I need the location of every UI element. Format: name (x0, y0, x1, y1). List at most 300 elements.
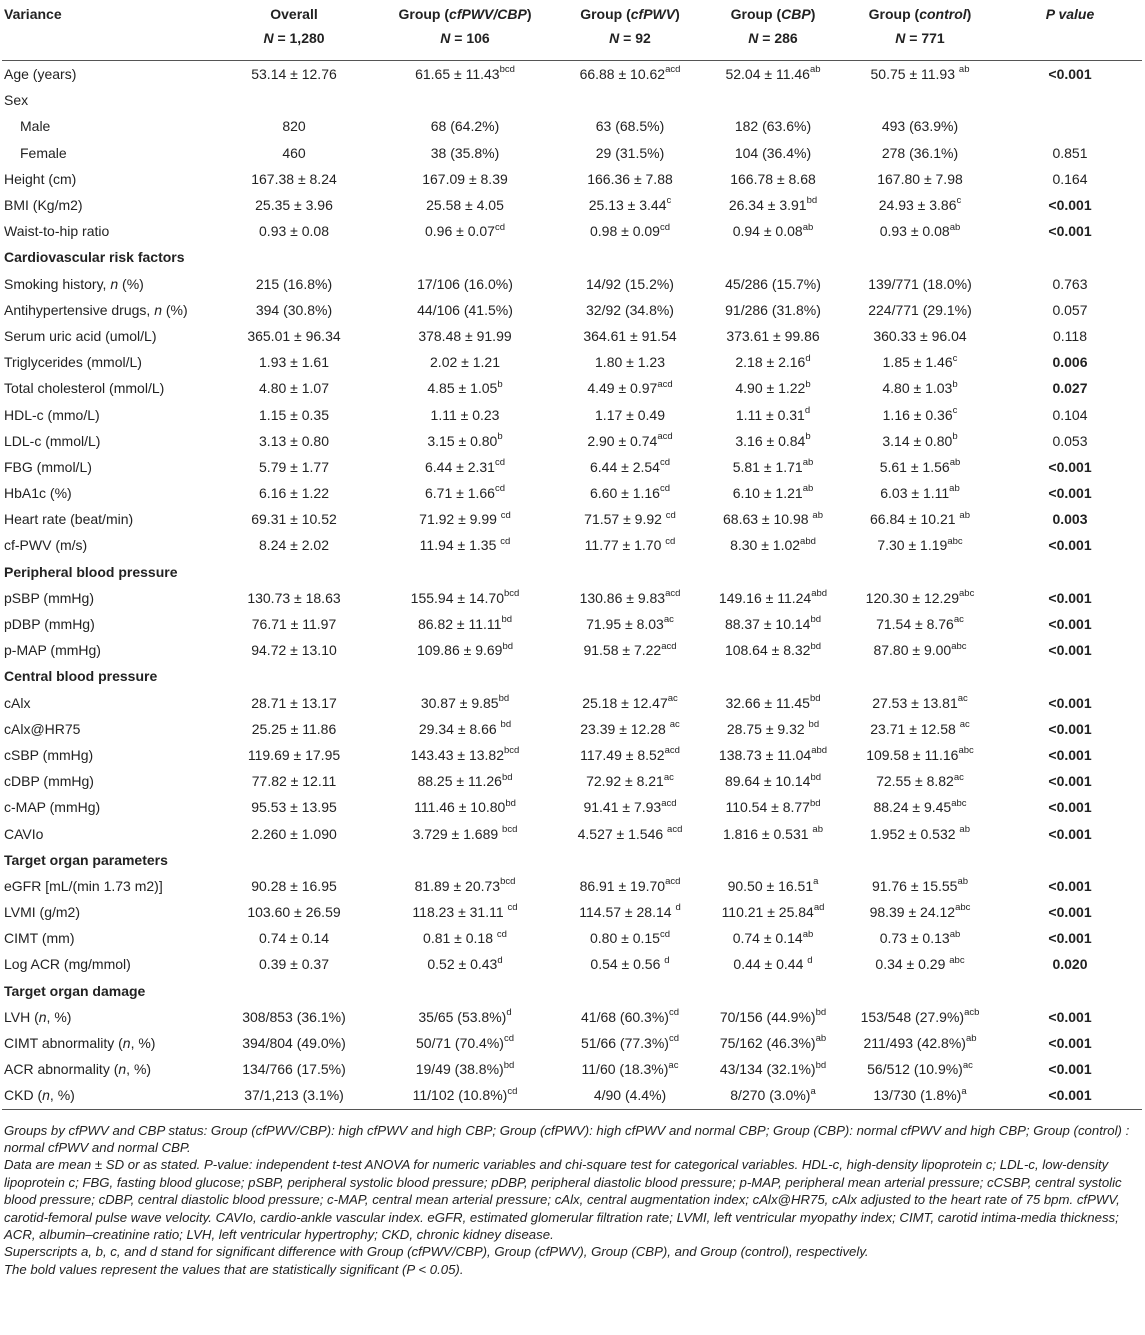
significance-superscript: abc (949, 954, 965, 966)
table-cell: 52.04 ± 11.46$^{ab}$ (704, 61, 842, 88)
table-cell: 72.55 ± 8.82$^{ac}$ (876, 771, 964, 790)
p-value-cell: 0.020 (1052, 956, 1088, 973)
section-heading: Cardiovascular risk factors (4, 249, 185, 266)
table-row (2, 61, 1142, 88)
table-cell: 6.10 ± 1.21$^{ab}$ (732, 483, 814, 502)
footnote-bold: The bold values represent the values that are statistically significant (P < 0.05). (4, 1261, 464, 1277)
p-value-cell: 0.006 (1052, 354, 1088, 371)
table-cell: 0.81 ± 0.18 $^{cd}$ (423, 928, 507, 947)
p-value-cell: <0.001 (1048, 616, 1092, 633)
table-cell: 72.92 ± 8.21$^{ac}$ (586, 771, 674, 790)
header-n-group-cbp: N = 286 (748, 30, 798, 46)
row-label: Female (20, 144, 67, 161)
table-cell: 130.86 ± 9.83$^{acd}$ (579, 588, 681, 606)
p-value-cell: <0.001 (1048, 825, 1092, 842)
table-cell: 0.39 ± 0.37 (259, 956, 329, 973)
table-cell: 1.16 ± 0.36$^c$ (882, 404, 958, 423)
p-value-cell: 0.053 (1052, 432, 1088, 449)
significance-superscript: ad (813, 902, 825, 914)
table-row (2, 820, 1142, 846)
footnote-superscripts: Superscripts a, b, c, and d stand for significant difference with Group (cfPWV/CBP), Group (cfPWV), Group (CBP), and Group (control), respectively. (4, 1244, 869, 1260)
table-cell: 0.52 ± 0.43$^d$ (427, 954, 503, 973)
row-label: Antihypertensive drugs, n (%) (4, 301, 188, 318)
table-cell: 69.31 ± 10.52 (251, 511, 337, 528)
table-cell: 1.93 ± 1.61 (259, 354, 329, 371)
table-row (2, 690, 1142, 716)
significance-superscript: ab (815, 1033, 827, 1045)
table-cell: 1.11 ± 0.23 (430, 406, 500, 423)
row-label: Waist-to-hip ratio (4, 223, 110, 240)
table-cell: 149.16 ± 11.24$^{abd}$ (718, 588, 828, 606)
table-cell: 91.41 ± 7.93$^{acd}$ (583, 797, 677, 816)
p-value-cell: <0.001 (1048, 930, 1092, 947)
significance-superscript: cd (503, 1033, 514, 1045)
p-value-cell: <0.001 (1048, 694, 1092, 711)
table-cell: 23.71 ± 12.58 $^{ac}$ (870, 719, 970, 737)
significance-superscript: cd (496, 928, 507, 940)
significance-superscript: ac (668, 1059, 679, 1071)
table-cell: 77.82 ± 12.11 (251, 773, 337, 790)
table-cell: 25.35 ± 3.96 (255, 197, 333, 214)
table-row (2, 297, 1142, 323)
significance-superscript: ac (962, 1059, 973, 1071)
table-cell: 166.78 ± 8.68 (730, 170, 816, 187)
table-cell: 45/286 (15.7%) (725, 275, 821, 292)
table-cell: 32/92 (34.8%) (586, 301, 674, 318)
table-cell (374, 87, 556, 113)
significance-superscript: bd (815, 1007, 827, 1019)
table-cell: 138.73 ± 11.04$^{abd}$ (718, 745, 828, 763)
table-cell: 155.94 ± 14.70$^{bcd}$ (410, 588, 520, 606)
row-label: c-MAP (mmHg) (4, 799, 101, 816)
table-cell: 224/771 (29.1%) (868, 301, 972, 318)
significance-superscript: acd (665, 588, 681, 600)
significance-superscript: bd (503, 1059, 515, 1071)
header-n-group-cfpwv-cbp: N = 106 (440, 30, 490, 46)
significance-superscript: acd (667, 823, 683, 835)
table-cell (214, 87, 374, 113)
significance-superscript: bd (810, 614, 822, 626)
table-row (2, 1030, 1142, 1056)
table-cell: 63 (68.5%) (595, 118, 665, 135)
row-label: CKD (n, %) (2, 1082, 214, 1109)
table-cell: 119.69 ± 17.95 (247, 746, 341, 763)
table-row (2, 951, 1142, 977)
table-cell: 14/92 (15.2%) (586, 275, 674, 292)
table-row (2, 873, 1142, 899)
table-cell: 89.64 ± 10.14$^{bd}$ (724, 771, 822, 790)
table-cell: 6.03 ± 1.11$^{ab}$ (880, 483, 960, 502)
table-row (2, 585, 1142, 611)
significance-superscript: cd (494, 483, 505, 495)
significance-superscript: cd (659, 221, 670, 233)
significance-superscript: bd (500, 719, 512, 731)
table-cell: 68 (64.2%) (430, 118, 500, 135)
table-cell: 278 (36.1%) (881, 144, 959, 161)
header-variance: Variance (4, 6, 62, 22)
header-n-group-cfpwv: N = 92 (609, 30, 651, 46)
significance-superscript: bd (501, 771, 513, 783)
significance-superscript: bd (815, 1059, 827, 1071)
table-cell: 3.15 ± 0.80$^b$ (427, 431, 503, 449)
table-row (2, 480, 1142, 506)
section-row (2, 847, 1142, 873)
header-group-cbp: Group (CBP) (730, 6, 816, 22)
table-cell: 0.80 ± 0.15$^{cd}$ (589, 928, 670, 947)
table-cell: 360.33 ± 96.04 (873, 327, 967, 344)
table-cell: 24.93 ± 3.86$^c$ (878, 195, 962, 214)
row-label: cAlx (4, 694, 31, 711)
p-value-cell: 0.763 (1052, 275, 1088, 292)
significance-superscript: c (952, 404, 958, 416)
significance-superscript: ab (802, 483, 814, 495)
table-cell: 0.74 ± 0.14 (259, 930, 329, 947)
table-cell (556, 87, 704, 113)
significance-superscript: d (497, 954, 503, 966)
table-cell: 308/853 (36.1%) (242, 1008, 346, 1025)
table-cell: 88.25 ± 11.26$^{bd}$ (417, 771, 513, 790)
table-cell: 51/66 $(77.3\%)^{cd}$ (581, 1033, 679, 1052)
table-row (2, 506, 1142, 532)
significance-superscript: d (675, 902, 681, 914)
significance-superscript: bd (498, 692, 510, 704)
p-value-cell: <0.001 (1048, 642, 1092, 659)
table-row (2, 742, 1142, 768)
table-cell: 0.34 ± 0.29 $^{abc}$ (875, 954, 965, 973)
significance-superscript: acd (657, 378, 673, 390)
table-cell: 88.37 ± 10.14$^{bd}$ (724, 614, 822, 633)
table-cell: 6.44 ± 2.31$^{cd}$ (424, 457, 505, 475)
row-label: cAlx@HR75 (4, 720, 81, 737)
header-n-group-control: N = 771 (895, 30, 945, 46)
table-cell: 98.39 ± 24.12$^{abc}$ (869, 902, 971, 921)
table-cell: 53.14 ± 12.76 (214, 61, 374, 88)
table-cell: 8.24 ± 2.02 (259, 537, 329, 554)
p-value-cell: 0.851 (1052, 144, 1088, 161)
significance-superscript: a (961, 1085, 967, 1097)
table-cell: 103.60 ± 26.59 (247, 904, 341, 921)
table-cell: 38 (35.8%) (430, 144, 500, 161)
table-row (2, 375, 1142, 401)
table-cell (704, 87, 842, 113)
significance-superscript: acd (665, 876, 681, 888)
section-row (2, 244, 1142, 270)
significance-superscript: ab (812, 823, 823, 835)
table-cell: 130.73 ± 18.63 (247, 589, 341, 606)
row-label: LDL-c (mmol/L) (4, 432, 101, 449)
table-cell: 41/68 $(60.3\%)^{cd}$ (581, 1007, 679, 1025)
table-cell: 5.81 ± 1.71$^{ab}$ (732, 457, 814, 475)
significance-superscript: bd (501, 614, 513, 626)
significance-superscript: abc (959, 588, 975, 600)
row-label: ACR abnormality (n, %) (4, 1061, 152, 1078)
p-value-cell: 0.164 (1052, 170, 1088, 187)
significance-superscript: bd (809, 797, 821, 809)
table-cell: 4.49 ± 0.97$^{acd}$ (587, 378, 673, 397)
table-cell: 1.85 ± 1.46$^c$ (882, 352, 958, 371)
table-cell: 71.92 ± 9.99 $^{cd}$ (419, 509, 511, 528)
row-label: Height (cm) (4, 170, 77, 187)
significance-superscript: cd (665, 509, 676, 521)
significance-superscript: ab (959, 823, 970, 835)
table-cell: 23.39 ± 12.28 $^{ac}$ (580, 719, 680, 737)
table-cell: 88.24 ± 9.45$^{abc}$ (873, 797, 967, 816)
table-cell: 37/1,213 (3.1%) (214, 1082, 374, 1109)
significance-superscript: cd (668, 1033, 679, 1045)
significance-superscript: b (805, 431, 811, 443)
p-value-cell: <0.001 (1048, 746, 1092, 763)
table-cell: 2.90 ± 0.74$^{acd}$ (587, 431, 673, 449)
p-value-cell: <0.001 (1048, 720, 1092, 737)
table-cell: 32.66 ± 11.45$^{bd}$ (725, 692, 821, 711)
significance-superscript: cd (665, 535, 676, 547)
p-value-cell: 0.003 (1052, 511, 1088, 528)
table-cell: 110.54 ± 8.77$^{bd}$ (725, 797, 821, 816)
table-cell: 167.80 ± 7.98 (877, 170, 963, 187)
p-value-cell: <0.001 (998, 1082, 1142, 1109)
table-cell: 4.90 ± 1.22$^b$ (735, 378, 811, 397)
significance-superscript: b (952, 378, 958, 390)
table-cell: 6.60 ± 1.16$^{cd}$ (589, 483, 670, 502)
table-cell: 0.73 ± 0.13$^{ab}$ (879, 928, 961, 947)
significance-superscript: cd (500, 535, 511, 547)
significance-superscript: ab (812, 509, 823, 521)
table-cell: 1.952 ± 0.532 $^{ab}$ (870, 823, 970, 842)
row-label: FBG (mmol/L) (4, 458, 92, 475)
table-cell: 25.18 ± 12.47$^{ac}$ (582, 692, 678, 711)
p-value-cell: 0.118 (1053, 327, 1087, 344)
table-cell: 19/49 $(38.8\%)^{bd}$ (415, 1059, 515, 1078)
significance-superscript: b (497, 431, 503, 443)
p-value-cell: <0.001 (1048, 799, 1092, 816)
header-n-overall: N = 1,280 (263, 30, 325, 46)
footnote-groups: Groups by cfPWV and CBP status: Group (cfPWV/CBP): high cfPWV and high CBP; Group (cfPWV): high cfPWV and normal CBP; Group (CBP): normal cfPWV and high CBP; Group (control) : normal cfPWV and normal CBP. (4, 1122, 1130, 1155)
significance-superscript: ab (959, 509, 970, 521)
significance-superscript: ab (957, 876, 969, 888)
table-row (2, 323, 1142, 349)
significance-superscript: abd (811, 588, 828, 600)
table-cell: 91.58 ± 7.22$^{acd}$ (583, 640, 677, 659)
significance-superscript: ab (802, 221, 814, 233)
significance-superscript: d (804, 404, 811, 416)
table-cell: 493 (63.9%) (881, 118, 959, 135)
table-cell: 43/134 $(32.1\%)^{bd}$ (719, 1059, 827, 1078)
table-row (2, 794, 1142, 820)
significance-superscript: b (805, 378, 811, 390)
table-cell: 61.65 ± 11.43$^{bcd}$ (374, 61, 556, 88)
significance-superscript: abc (951, 640, 967, 652)
significance-superscript: cd (659, 457, 670, 469)
table-cell: 91/286 (31.8%) (725, 301, 821, 318)
table-row (2, 768, 1142, 794)
p-value-cell: <0.001 (1048, 458, 1092, 475)
table-cell: 2.02 ± 1.21 (430, 354, 500, 371)
table-cell: 71.95 ± 8.03$^{ac}$ (586, 614, 674, 633)
row-label: Age (years) (2, 61, 214, 88)
significance-superscript: cd (659, 483, 670, 495)
table-cell: 365.01 ± 96.34 (247, 327, 341, 344)
table-cell: 104 (36.4%) (734, 144, 812, 161)
significance-superscript: bd (810, 771, 822, 783)
significance-superscript: bd (505, 797, 516, 809)
row-label: HbA1c (%) (4, 485, 72, 502)
table-cell: 109.58 ± 11.16$^{abc}$ (866, 745, 974, 763)
row-label: CIMT abnormality (n, %) (4, 1035, 156, 1052)
p-value-cell (998, 87, 1142, 113)
table-cell: 820 (282, 118, 306, 135)
table-cell: 166.36 ± 7.88 (587, 170, 673, 187)
table-cell: 56/512 $(10.9\%)^{ac}$ (867, 1059, 973, 1078)
table-cell: 71.54 ± 8.76$^{ac}$ (876, 614, 964, 633)
significance-superscript: acd (664, 745, 680, 757)
table-cell: 143.43 ± 13.82$^{bcd}$ (410, 745, 520, 763)
row-label: pSBP (mmHg) (4, 589, 94, 606)
table-cell: 139/771 (18.0%) (868, 275, 972, 292)
table-cell: 11.94 ± 1.35 $^{cd}$ (419, 535, 511, 554)
significance-superscript: c (666, 195, 672, 207)
significance-superscript: acd (657, 431, 673, 443)
significance-superscript: ab (958, 64, 970, 76)
table-cell: 66.84 ± 10.21 $^{ab}$ (870, 509, 970, 528)
table-cell: 28.75 ± 9.32 $^{bd}$ (726, 719, 820, 737)
table-cell: 182 (63.6%) (734, 118, 812, 135)
table-cell: 8.30 ± 1.02$^{abd}$ (730, 535, 816, 554)
row-label: LVH (n, %) (4, 1008, 72, 1025)
significance-superscript: bd (809, 692, 821, 704)
significance-superscript: acd (665, 64, 681, 76)
table-cell: 4.80 ± 1.07 (259, 380, 329, 397)
header-overall: Overall (270, 6, 318, 22)
table-cell: 6.16 ± 1.22 (259, 485, 329, 502)
table-cell: 7.30 ± 1.19$^{abc}$ (877, 535, 963, 554)
p-value-cell: <0.001 (1048, 1061, 1092, 1078)
table-cell: 91.76 ± 15.55$^{ab}$ (871, 876, 969, 894)
table-cell: 0.93 ± 0.08$^{ab}$ (879, 221, 961, 240)
table-cell: 90.28 ± 16.95 (251, 877, 337, 894)
table-row (2, 166, 1142, 192)
table-cell: 117.49 ± 8.52$^{acd}$ (580, 745, 680, 763)
table-cell: 30.87 ± 9.85$^{bd}$ (420, 692, 510, 711)
table-cell: 50.75 ± 11.93 $^{ab}$ (842, 61, 998, 88)
table-cell: 4.80 ± 1.03$^b$ (882, 378, 958, 397)
table-row (2, 1082, 1142, 1109)
significance-superscript: ab (809, 64, 821, 76)
data-table (2, 0, 1142, 1110)
significance-superscript: cd (507, 902, 518, 914)
table-cell: 27.53 ± 13.81$^{ac}$ (872, 692, 968, 711)
table-cell: 4.85 ± 1.05$^b$ (427, 378, 503, 397)
significance-superscript: b (952, 431, 958, 443)
significance-superscript: ab (949, 221, 961, 233)
table-cell: 17/106 (16.0%) (417, 275, 513, 292)
row-label: p-MAP (mmHg) (4, 642, 101, 659)
table-cell: 167.09 ± 8.39 (422, 170, 508, 187)
significance-superscript: ab (802, 928, 814, 940)
table-cell: 134/766 (17.5%) (242, 1061, 346, 1078)
row-label: Log ACR (mg/mmol) (4, 956, 131, 973)
table-cell: 26.34 ± 3.91$^{bd}$ (728, 195, 818, 214)
table-row (2, 716, 1142, 742)
table-cell: 373.61 ± 99.86 (726, 327, 820, 344)
significance-superscript: ab (802, 457, 814, 469)
significance-superscript: bcd (499, 64, 515, 76)
table-cell: 94.72 ± 13.10 (251, 642, 337, 659)
significance-superscript: d (506, 1007, 512, 1019)
significance-superscript: ac (957, 692, 968, 704)
table-cell: 1.816 ± 0.531 $^{ab}$ (723, 823, 823, 842)
header-group-control: Group (control) (868, 6, 972, 22)
row-label: Triglycerides (mmol/L) (4, 354, 142, 371)
significance-superscript: cd (659, 928, 670, 940)
table-row (2, 454, 1142, 480)
table-cell: 1.15 ± 0.35 (259, 406, 329, 423)
table-cell: 11/60 $(18.3\%)^{ac}$ (581, 1059, 679, 1078)
table-cell: 215 (16.8%) (255, 275, 333, 292)
row-label: Heart rate (beat/min) (4, 511, 134, 528)
table-cell: 110.21 ± 25.84$^{ad}$ (721, 902, 825, 921)
section-row (2, 663, 1142, 689)
significance-superscript: ab (949, 483, 960, 495)
table-row (2, 1004, 1142, 1030)
significance-superscript: ac (959, 719, 970, 731)
significance-superscript: acd (661, 797, 677, 809)
significance-superscript: d (807, 954, 813, 966)
table-row (2, 113, 1142, 139)
table-cell: 13/730 $(1.8\%)^a$ (842, 1082, 998, 1109)
significance-superscript: cd (668, 1007, 679, 1019)
table-row (2, 1056, 1142, 1082)
table-cell: 3.14 ± 0.80$^b$ (882, 431, 958, 449)
row-label: pDBP (mmHg) (4, 616, 95, 633)
table-cell: 66.88 ± 10.62$^{acd}$ (556, 61, 704, 88)
significance-superscript: abc (947, 535, 963, 547)
table-row (2, 532, 1142, 558)
significance-superscript: abc (951, 797, 967, 809)
table-cell: 25.25 ± 11.86 (251, 720, 337, 737)
row-label: CAVIo (4, 825, 44, 842)
p-value-cell: <0.001 (1048, 1035, 1092, 1052)
table-cell: 86.91 ± 19.70$^{acd}$ (579, 876, 681, 894)
significance-superscript: acd (661, 640, 677, 652)
table-row (2, 349, 1142, 375)
table-row (2, 611, 1142, 637)
table-cell: 0.96 ± 0.07$^{cd}$ (424, 221, 505, 240)
table-cell: 76.71 ± 11.97 (251, 616, 337, 633)
significance-superscript: cd (494, 221, 505, 233)
significance-superscript: a (813, 876, 819, 888)
table-cell: 71.57 ± 9.92 $^{cd}$ (584, 509, 676, 528)
row-label: LVMI (g/m2) (4, 904, 80, 921)
row-label: CIMT (mm) (4, 930, 75, 947)
table-cell: 68.63 ± 10.98 $^{ab}$ (723, 509, 823, 528)
table-cell: 44/106 (41.5%) (417, 301, 513, 318)
significance-superscript: abd (800, 535, 816, 547)
p-value-cell: <0.001 (1048, 773, 1092, 790)
table-row (2, 271, 1142, 297)
table-cell: 108.64 ± 8.32$^{bd}$ (724, 640, 822, 659)
table-cell: 25.58 ± 4.05 (426, 197, 504, 214)
table-cell: 111.46 ± 10.80$^{bd}$ (414, 797, 516, 816)
table-cell: 29 (31.5%) (595, 144, 665, 161)
header-group-cfpwv: Group (cfPWV) (580, 6, 680, 22)
significance-superscript: c (956, 195, 962, 207)
table-cell: 3.729 ± 1.689 $^{bcd}$ (412, 823, 518, 842)
table-cell: 86.82 ± 11.11$^{bd}$ (417, 614, 513, 633)
table-row (2, 140, 1142, 166)
table-cell: 3.16 ± 0.84$^b$ (735, 431, 811, 449)
significance-superscript: ab (949, 457, 961, 469)
row-label: Sex (4, 92, 29, 109)
